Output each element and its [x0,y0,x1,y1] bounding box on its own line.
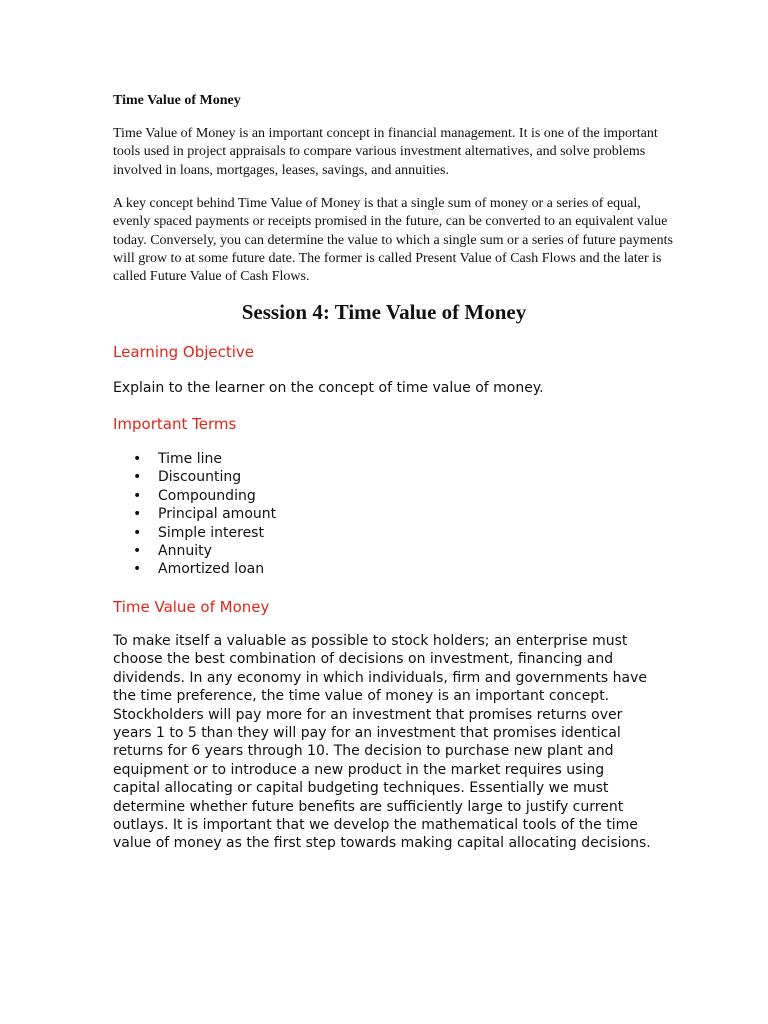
list-item [113,487,276,505]
term-label: Time line [158,451,222,467]
bullet-icon: • [133,506,142,523]
list-item [113,468,276,486]
term-label: Annuity [158,543,212,560]
time-value-heading: Time Value of Money [113,598,270,616]
list-item [113,450,276,468]
term-label: Simple interest [158,524,264,541]
term-label: Amortized loan [158,561,265,578]
bullet-icon: • [133,543,142,560]
bullet-icon: • [133,524,142,541]
list-item [113,524,276,542]
term-label: Compounding [158,487,256,504]
term-label: Discounting [158,469,242,486]
document-title: Time Value of Money [113,93,241,108]
list-item [113,505,276,523]
bullet-icon: • [133,469,142,486]
intro-paragraph-2: A key concept behind Time Value of Money is that a single sum of money or a series of equal, evenly spaced payments or receipts promised in the future, can be converted to an equivalent value today. Conversely, you can determine the value to which a single sum or a series of future payments will grow to at some future date. The former is called Present Value of Cash Flows and the later is called Future Value of Cash Flows. [113,196,673,285]
time-value-paragraph: To make itself a valuable as possible to stock holders; an enterprise must choose the best combination of decisions on investment, financing and dividends. In any economy in which individuals, firm and governments have the time preference, the time value of money is an important concept. Stockholders will pay more for an investment that promises returns over years 1 to 5 than they will pay for an investment that promises identical returns for 6 years through 10. The decision to purchase new plant and equipment or to introduce a new product in the market requires using capital allocating or capital budgeting techniques. Essentially we must determine whether future benefits are sufficiently large to justify current outlays. It is important that we develop the mathematical tools of the time value of money as the first step towards making capital allocating decisions. [113,633,651,852]
learning-objective-heading: Learning Objective [113,343,255,361]
learning-objective-text: Explain to the learner on the concept of time value of money. [113,380,544,396]
bullet-icon: • [133,487,142,504]
intro-paragraph-1: Time Value of Money is an important concept in financial management. It is one of the important tools used in project appraisals to compare various investment alternatives, and solve problems involved in loans, mortgages, leases, savings, and annuities. [113,126,658,178]
session-title: Session 4: Time Value of Money [241,300,527,324]
list-item [113,560,276,578]
list-item [113,542,276,560]
bullet-icon: • [133,561,142,578]
term-label: Principal amount [158,506,277,523]
important-terms-list [113,450,276,579]
important-terms-heading: Important Terms [113,415,237,433]
bullet-icon: • [133,451,142,467]
